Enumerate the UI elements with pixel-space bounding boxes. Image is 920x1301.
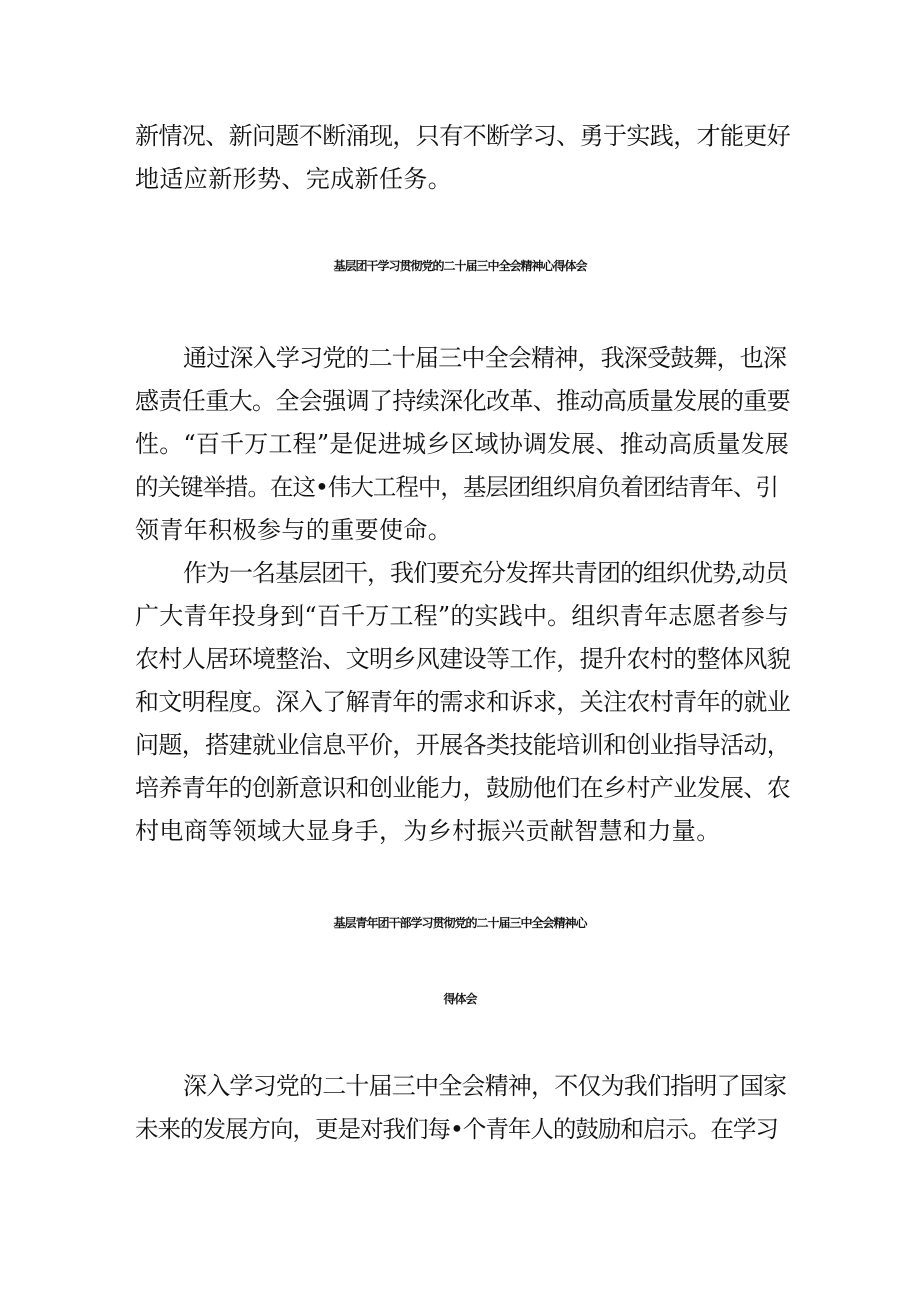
intro-line-2: 地适应新形势、完成新任务。 [135,165,453,193]
section1-para1-line-1: 通过深入学习党的二十届三中全会精神，我深受鼓舞，也深 [183,344,787,372]
section1-para2-line-2: 广大青年投身到“百千万工程”的实践中。组织青年志愿者参与 [135,602,790,630]
section1-para2-line-7: 村电商等领域大显身手，为乡村振兴贡献智慧和力量。 [135,817,721,845]
section1-para2-line-4: 和文明程度。深入了解青年的需求和诉求，关注农村青年的就业 [135,688,791,716]
section1-para1-line-2: 感责任重大。全会强调了持续深化改革、推动高质量发展的重要 [135,387,791,415]
section2-title-line-2: 得体会 [443,992,477,1006]
section1-para2-line-5: 问题，搭建就业信息平价，开展各类技能培训和创业指导活动， [135,731,791,759]
section1-para2-line-1: 作为一名基层团干，我们要充分发挥共青团的组织优势,动员 [183,559,788,587]
section1-title: 基层团干学习贯彻党的二十届三中全会精神心得体会 [333,259,587,273]
section1-para2-line-3: 农村人居环境整治、文明乡风建设等工作，提升农村的整体风貌 [135,645,791,673]
section2-para1-line-1: 深入学习党的二十届三中全会精神，不仅为我们指明了国家 [183,1072,787,1100]
section1-para1-line-4: 的关键举措。在这•伟大工程中，基层团组织肩负着团结青年、引 [135,473,778,501]
section2-title-line-1: 基层青年团干部学习贯彻党的二十届三中全会精神心 [333,916,587,930]
section1-para1-line-5: 领青年积极参与的重要使命。 [135,516,453,544]
section2-para1-line-2: 未来的发展方向，更是对我们每•个青年人的鼓励和启示。在学习 [135,1115,778,1143]
intro-line-1: 新情况、新问题不断涌现，只有不断学习、勇于实践，才能更好 [135,122,791,150]
section1-para2-line-6: 培养青年的创新意识和创业能力，鼓励他们在乡村产业发展、农 [135,774,791,802]
section1-para1-line-3: 性。“百千万工程”是促进城乡区域协调发展、推动高质量发展 [135,430,790,458]
